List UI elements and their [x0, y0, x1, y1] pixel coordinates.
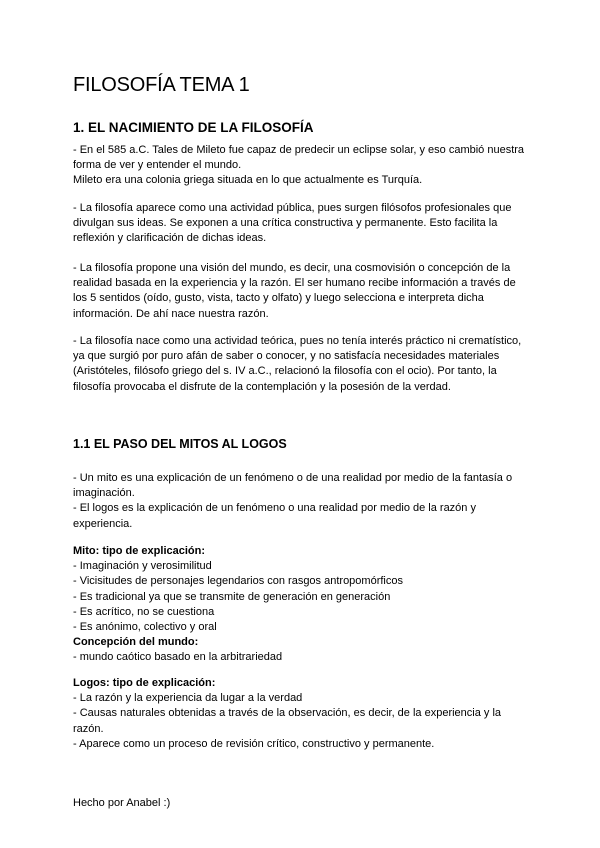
concepcion-label: Concepción del mundo:: [73, 636, 199, 649]
paragraph-actividad-teorica: [73, 334, 533, 395]
paragraph-line: - En el 585 a.C. Tales de Mileto fue capaz de predecir un eclipse solar, y eso cambió nuestra: [73, 144, 525, 156]
paragraph-line: imaginación.: [73, 487, 135, 500]
paragraph-line: forma de ver y entender el mundo.: [73, 159, 242, 172]
list-item: - Es anónimo, colectivo y oral: [73, 621, 217, 634]
paragraph-line: - La filosofía nace como una actividad teórica, pues no tenía interés práctico ni crematístico,: [73, 335, 522, 347]
list-item: razón.: [73, 722, 104, 735]
logos-label: Logos: tipo de explicación:: [73, 677, 216, 689]
list-item: - La razón y la experiencia da lugar a la verdad: [73, 692, 303, 705]
logos-list: [73, 676, 533, 752]
paragraph-line: (Aristóteles, filósofo griego del s. IV a.C., relacionó la filosofía con el ocio). Por tanto, la: [73, 365, 497, 378]
footer-signature: Hecho por Anabel :): [73, 797, 171, 809]
list-item: - Es tradicional ya que se transmite de generación en generación: [73, 590, 391, 603]
list-item: - Aparece como un proceso de revisión crítico, constructivo y permanente.: [73, 737, 435, 750]
mito-label: Mito: tipo de explicación:: [73, 545, 206, 557]
list-item: - Vicisitudes de personajes legendarios con rasgos antropomórficos: [73, 575, 403, 588]
list-item: - mundo caótico basado en la arbitrariedad: [73, 651, 283, 664]
paragraph-line: los 5 sentidos (oído, gusto, vista, tacto y olfato) y luego selecciona e interpreta dicha: [73, 292, 484, 305]
paragraph-actividad-publica: [73, 201, 533, 247]
paragraph-line: información. De ahí nace nuestra razón.: [73, 307, 269, 320]
paragraph-line: - El logos es la explicación de un fenómeno o una realidad por medio de la razón y: [73, 502, 476, 515]
document-title: FILOSOFÍA TEMA 1: [73, 74, 250, 96]
paragraph-tales: [73, 143, 533, 189]
list-item: - Es acrítico, no se cuestiona: [73, 605, 215, 618]
list-item: - Causas naturales obtenidas a través de la observación, es decir, de la experiencia y la: [73, 707, 502, 720]
section-heading-mitos-logos: 1.1 EL PASO DEL MITOS AL LOGOS: [73, 437, 287, 451]
paragraph-line: realidad basada en la experiencia y la razón. El ser humano recibe información a través de: [73, 277, 516, 290]
list-item: - Imaginación y verosimilitud: [73, 560, 212, 573]
paragraph-line: - La filosofía propone una visión del mundo, es decir, una cosmovisión o concepción de la: [73, 262, 511, 274]
paragraph-line: divulgan sus ideas. Se exponen a una crítica constructiva y permanente. Esto facilita la: [73, 217, 498, 230]
mito-list: [73, 544, 533, 666]
paragraph-mito-logos-intro: [73, 471, 533, 532]
paragraph-line: - Un mito es una explicación de un fenómeno o de una realidad por medio de la fantasía o: [73, 472, 513, 484]
section-heading-nacimiento: 1. EL NACIMIENTO DE LA FILOSOFÍA: [73, 120, 314, 135]
paragraph-line: filosofía provocaba el disfrute de la contemplación y la posesión de la verdad.: [73, 380, 451, 393]
paragraph-line: experiencia.: [73, 517, 133, 530]
paragraph-line: reflexión y clarificación de dichas ideas.: [73, 232, 267, 245]
paragraph-line: - La filosofía aparece como una actividad pública, pues surgen filósofos profesionales que: [73, 202, 512, 214]
paragraph-vision-mundo: [73, 261, 533, 322]
paragraph-line: Mileto era una colonia griega situada en lo que actualmente es Turquía.: [73, 174, 423, 187]
paragraph-line: ya que surgió por puro afán de saber o conocer, y no satisfacía necesidades materiales: [73, 350, 500, 363]
